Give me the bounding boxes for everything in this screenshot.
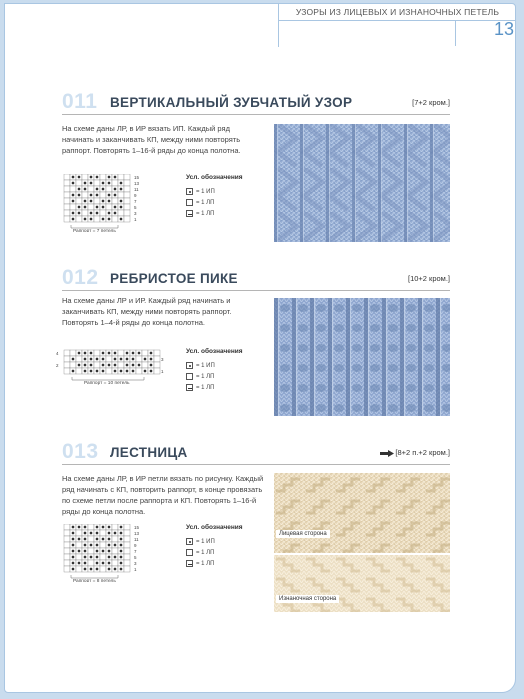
legend-title: Усл. обозначения bbox=[186, 174, 243, 181]
pattern-description: На схеме даны ЛР и ИР. Каждый ряд начинать и заканчивать КП, между ними повторять раппорт. Повторять 1–4-й ряды до конца полотна. bbox=[62, 296, 232, 327]
knit-dash-symbol-icon bbox=[186, 210, 193, 217]
legend-title: Усл. обозначения bbox=[186, 524, 243, 531]
pattern-description: На схеме даны ЛР, в ИР вязать ИП. Каждый ряд начинать и заканчивать КП, между ними повторять раппорт. Повторять 1–16-й ряды до конца полотна. bbox=[62, 124, 241, 155]
legend bbox=[186, 348, 243, 393]
knit-dash-symbol-icon bbox=[186, 384, 193, 391]
title-rule bbox=[62, 290, 450, 291]
stitch-count: [8+2 п.+2 кром.] bbox=[380, 448, 450, 457]
row-label: 3 bbox=[161, 357, 164, 362]
row-label: 11 bbox=[134, 537, 139, 542]
legend-item: = 1 ЛП bbox=[186, 197, 243, 208]
row-label: 3 bbox=[134, 211, 137, 216]
row-label: 15 bbox=[134, 525, 140, 530]
row-label: 4 bbox=[56, 351, 59, 356]
legend-item: = 1 ЛП bbox=[186, 382, 243, 393]
knit-photo-blue-ribbed bbox=[274, 298, 450, 416]
row-label: 3 bbox=[134, 561, 137, 566]
section-name: РЕБРИСТОЕ ПИКЕ bbox=[110, 271, 238, 286]
title-rule bbox=[62, 464, 450, 465]
chart-grid bbox=[64, 524, 130, 572]
running-title: УЗОРЫ ИЗ ЛИЦЕВЫХ И ИЗНАНОЧНЫХ ПЕТЕЛЬ bbox=[279, 3, 516, 21]
page-number: 13 bbox=[493, 19, 514, 39]
row-label: 9 bbox=[134, 543, 137, 548]
row-label: 1 bbox=[161, 369, 164, 374]
row-label: 5 bbox=[134, 555, 137, 560]
row-label: 9 bbox=[134, 193, 137, 198]
stitch-count: [10+2 кром.] bbox=[407, 274, 450, 283]
stitch-count: [7+2 кром.] bbox=[412, 98, 450, 107]
legend-item: = 1 ИП bbox=[186, 536, 243, 547]
section-number: 012 bbox=[62, 266, 99, 289]
knit-photo-cream-back bbox=[274, 555, 450, 612]
knit-texture bbox=[274, 298, 450, 416]
row-label: 1 bbox=[134, 217, 137, 222]
section-number: 011 bbox=[62, 90, 98, 113]
section-title bbox=[62, 92, 450, 116]
legend-title: Усл. обозначения bbox=[186, 348, 243, 355]
row-label: 2 bbox=[56, 363, 59, 368]
section-011 bbox=[62, 92, 450, 242]
running-header bbox=[278, 3, 516, 47]
header-divider bbox=[455, 20, 456, 46]
section-number: 013 bbox=[62, 440, 99, 463]
pattern-chart bbox=[62, 174, 142, 232]
chart-grid bbox=[64, 350, 160, 374]
legend-item: = 1 ЛП bbox=[186, 371, 243, 382]
knit-texture bbox=[274, 124, 450, 242]
section-013 bbox=[62, 442, 450, 612]
legend bbox=[186, 524, 243, 569]
row-label: 15 bbox=[134, 175, 140, 180]
legend-item: = 1 ЛП bbox=[186, 547, 243, 558]
knit-symbol-icon bbox=[186, 373, 193, 380]
knit-symbol-icon bbox=[186, 199, 193, 206]
row-label: 11 bbox=[134, 187, 139, 192]
rapport-label: Раппорт = 7 петель bbox=[73, 229, 116, 232]
section-title bbox=[62, 442, 450, 466]
row-label: 7 bbox=[134, 549, 137, 554]
knit-texture bbox=[274, 555, 450, 612]
pattern-chart bbox=[62, 524, 142, 582]
knit-photo-blue-zigzag bbox=[274, 124, 450, 242]
photo-label-back: Изнаночная сторона bbox=[276, 595, 339, 603]
knit-photo-cream-front bbox=[274, 473, 450, 553]
rapport-label: Раппорт = 10 петель bbox=[84, 381, 130, 386]
chart-grid bbox=[64, 174, 130, 222]
title-rule bbox=[62, 114, 450, 115]
section-name: ЛЕСТНИЦА bbox=[110, 445, 188, 460]
row-label: 1 bbox=[134, 567, 137, 572]
knit-dash-symbol-icon bbox=[186, 560, 193, 567]
legend-item: = 1 ЛП bbox=[186, 558, 243, 569]
section-name: ВЕРТИКАЛЬНЫЙ ЗУБЧАТЫЙ УЗОР bbox=[110, 95, 353, 110]
row-label: 13 bbox=[134, 531, 140, 536]
row-label: 13 bbox=[134, 181, 140, 186]
arrow-right-icon bbox=[380, 450, 394, 457]
row-label: 5 bbox=[134, 205, 137, 210]
section-012 bbox=[56, 266, 450, 418]
purl-symbol-icon bbox=[186, 538, 193, 545]
row-label: 7 bbox=[134, 199, 137, 204]
purl-symbol-icon bbox=[186, 188, 193, 195]
purl-symbol-icon bbox=[186, 362, 193, 369]
knit-symbol-icon bbox=[186, 549, 193, 556]
pattern-chart bbox=[56, 348, 168, 386]
legend-item: = 1 ИП bbox=[186, 186, 243, 197]
rapport-label: Раппорт = 8 петель bbox=[73, 579, 116, 582]
section-title bbox=[62, 268, 450, 292]
legend-item: = 1 ЛП bbox=[186, 208, 243, 219]
legend bbox=[186, 174, 243, 219]
legend-item: = 1 ИП bbox=[186, 360, 243, 371]
knit-texture bbox=[274, 473, 450, 553]
photo-label-front: Лицевая сторона bbox=[276, 530, 330, 538]
pattern-description: На схеме даны ЛР, в ИР петли вязать по рисунку. Каждый ряд начинать с КП, повторить раппорт, в конце провязать по схеме петли после раппорта и КП. Повторять 1–16-й ряды до конца полотна. bbox=[62, 474, 264, 516]
